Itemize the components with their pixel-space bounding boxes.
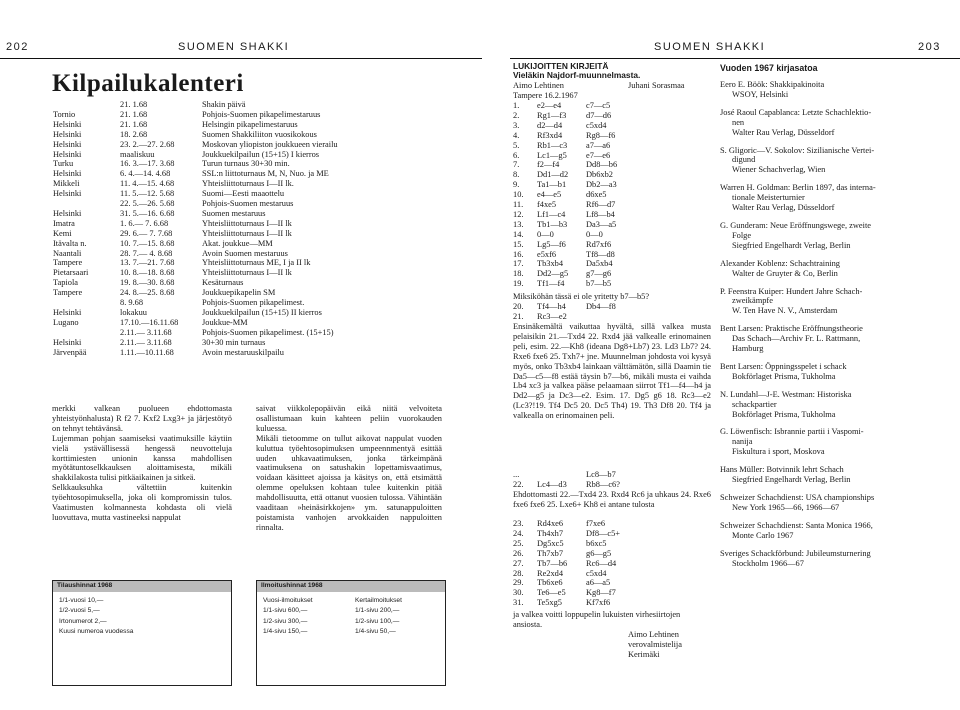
white-move: Rb1—c3 xyxy=(537,140,568,150)
calendar-city: Helsinki xyxy=(53,119,82,129)
book-publisher-line: digund xyxy=(732,155,756,165)
white-move: Tb6xe6 xyxy=(537,578,563,588)
book-publisher-line: Siegfried Engelhardt Verlag, Berlin xyxy=(732,475,851,485)
calendar-city xyxy=(53,328,123,338)
letter-signature xyxy=(628,630,682,660)
black-move: Rc6—d4 xyxy=(586,558,617,568)
move-number: 11. xyxy=(513,200,524,209)
calendar-date: 24. 8.—25. 8.68 xyxy=(120,288,175,298)
book-publisher-line: Walter Rau Verlag, Düsseldorf xyxy=(732,203,835,213)
calendar-city: Helsinki xyxy=(53,307,82,317)
black-move: d7—d6 xyxy=(586,110,612,120)
calendar-event: Avoin mestaruuskilpailu xyxy=(202,347,284,357)
annual-ad-price: Vuosi-ilmoitukset xyxy=(263,596,313,604)
comment-3: Ehdottomasti 22.—Txd4 23. Rxd4 Rc6 ja uhkaus 24. Rxe6 fxe6 fxe6 25. Lxe6+ Kh8 ei antane tulosta xyxy=(513,490,711,509)
book-author-title: Bent Larsen: Öppningsspelet i schack xyxy=(720,361,847,371)
move-number: 14. xyxy=(513,229,524,239)
white-move: d2—d4 xyxy=(537,120,563,130)
white-move: e4—e5 xyxy=(537,190,562,200)
calendar-city: Naantali xyxy=(53,248,82,258)
calendar-date: 10. 8.—18. 8.68 xyxy=(120,268,175,278)
white-move: Lg5—f6 xyxy=(537,239,566,249)
subscription-line: 1/1-vuosi 10,— xyxy=(59,596,104,604)
move-number: 21. xyxy=(513,311,524,321)
calendar-date: 22. 5.—26. 5.68 xyxy=(120,199,175,208)
calendar-city: Helsinki xyxy=(53,189,82,199)
book-publisher-line: schackpartier xyxy=(732,399,777,409)
calendar-date: 1.11.—10.11.68 xyxy=(120,347,174,357)
calendar-event: Yhteisliittoturnaus I—II lk xyxy=(202,218,292,228)
move-number: 18. xyxy=(513,269,524,279)
book-publisher-line: Walter Rau Verlag, Düsseldorf xyxy=(732,127,835,137)
black-move: Rf6—d7 xyxy=(586,200,616,209)
book-publisher-line: Hamburg xyxy=(732,344,764,354)
book-entry xyxy=(720,324,956,354)
annual-ad-price: 1/4-sivu 150,— xyxy=(263,628,308,635)
book-author-title: G. Löwenfisch: Isbrannie partii i Vaspomi- xyxy=(720,427,864,437)
calendar-event: Suomen Shakkiliiton vuosikokous xyxy=(202,129,317,139)
game-moves-4 xyxy=(0,519,700,609)
right-header-rule xyxy=(510,58,960,59)
books-title: Vuoden 1967 kirjasatoa xyxy=(720,63,818,73)
letters-subtitle: Vieläkin Najdorf-muunnelmasta. xyxy=(513,70,641,80)
move-number: ... xyxy=(513,470,520,479)
black-move: Kg8—f7 xyxy=(586,588,616,598)
book-author-title: Bent Larsen: Praktische Eröffnungstheorie xyxy=(720,324,863,334)
calendar-event: Joukkuepikapelin SM xyxy=(202,288,276,298)
black-move: a7—a6 xyxy=(586,140,611,150)
white-move: Tb3xb4 xyxy=(537,259,564,269)
black-move: Rb8—c6? xyxy=(586,479,620,489)
calendar-event: Moskovan yliopiston joukkueen vierailu xyxy=(202,139,338,149)
calendar-event: Joukkue-MM xyxy=(202,317,248,327)
letters-title: LUKIJOITTEN KIRJEITÄ xyxy=(513,61,609,71)
article-left-column: merkki valkean puolueen ehdottomasta yhteistyönhalusta) R f2 7. Kxf2 Lxg3+ ja järjestötyö on tehnyt tehtävänsä. Lujemman pohjan saamiseksi vaatimuksille käytiin vielä ystävällisessä hengessä neuvotteluja korttimiesten unionin kanssa mahdollisen myötätuntoselkkauksen aloittamisesta, mikäli shakkilakosta tulisi pitkäaikainen ja sitkeä. Selkkauksuhka vältettiin kuitenkin työehtosopimuksella, joka oli kompromissin tulos. Vaatimusten kolmannesta kohdasta oli vielä luovuttava, mutta vastineeksi nappulat xyxy=(52,404,232,522)
black-move: Kf7xf6 xyxy=(586,598,611,608)
white-move: Re2xd4 xyxy=(537,568,564,578)
calendar-city: Tampere xyxy=(53,258,83,268)
black-move: Rg8—f6 xyxy=(586,130,616,140)
calendar-event: SSL:n liittoturnaus M, N, Nuo. ja ME xyxy=(202,169,329,179)
left-header-rule xyxy=(0,58,482,59)
single-ad-price: 1/1-sivu 200,— xyxy=(355,607,400,614)
comment-2: Ensinäkemältä vaikuttaa hyvältä, sillä valkea musta pelaisikin 21.—Txd4 22. Rxd4 jää valkealle erinomainen peli, esim. 22.—Kh8 (ideana Dg8+Lb7) 23. Ld3 Lb7? 24. Rxe6 fxe6 25. Txh7+ jne. Muunnelman johdosta voi kysyä myös, onko Tb3xb4 lainkaan välttämätön, sillä Daamin tie Da5—c5—f8 estää täysin b7—b6, mikäli musta ei vaihda Lb4 xc3 ja valkea pääse pelaamaan siirrot Tf1—f4—h4 ja Dd2—g5 ja Dc3—e2. Esim. 17. Dg5 g6 18. Rc3—e2 (Lc3?!19. Tf4 Dc5 20. Dc5 Th4) 19. Th3 Df8 20. Tf4 ja valkealla on erinomainen peli. xyxy=(513,322,711,421)
black-move: Lc8—b7 xyxy=(586,470,616,479)
calendar-event: Shakin päivä xyxy=(202,100,246,109)
move-number: 15. xyxy=(513,239,524,249)
book-publisher-line: WSOY, Helsinki xyxy=(732,89,789,99)
calendar-date: 28. 7.— 4. 8.68 xyxy=(120,248,173,258)
move-number: 24. xyxy=(513,528,524,538)
right-page-number: 203 xyxy=(918,41,941,53)
calendar-title: Kilpailukalenteri xyxy=(52,70,244,97)
white-move: e2—e4 xyxy=(537,101,562,110)
calendar-event: Kesäturnaus xyxy=(202,278,244,288)
calendar-event: Yhteisliittoturnaus ME, I ja II lk xyxy=(202,258,311,268)
calendar-city: Imatra xyxy=(53,218,75,228)
calendar-city: Tapiola xyxy=(53,278,78,288)
white-move: Rf3xd4 xyxy=(537,130,563,140)
calendar-city: Kemi xyxy=(53,228,72,238)
calendar-date: 19. 8.—30. 8.68 xyxy=(120,278,175,288)
black-move: 0—0 xyxy=(586,229,603,239)
black-move: Lf8—b4 xyxy=(586,209,615,219)
calendar-date: 10. 7.—15. 8.68 xyxy=(120,238,175,248)
move-number: 20. xyxy=(513,302,524,311)
black-move: Df8—c5+ xyxy=(586,528,621,538)
calendar-city: Tornio xyxy=(53,109,76,119)
white-move: f2—f4 xyxy=(537,160,560,170)
white-move: Lc1—g5 xyxy=(537,150,567,160)
calendar-city: Helsinki xyxy=(53,208,82,218)
book-entry xyxy=(720,183,956,213)
book-publisher-line: Stockholm 1966—67 xyxy=(732,558,804,568)
calendar-event: Pohjois-Suomen pikapelimest. xyxy=(202,298,305,307)
white-move: Te6—e5 xyxy=(537,588,566,598)
calendar-date: 11. 5.—12. 5.68 xyxy=(120,189,175,199)
calendar-date: 18. 2.68 xyxy=(120,129,148,139)
book-publisher-line: W. Ten Have N. V., Amsterdam xyxy=(732,306,838,316)
calendar-event: Suomen mestaruus xyxy=(202,208,266,218)
single-ad-price: 1/2-sivu 100,— xyxy=(355,617,400,625)
calendar-date: maaliskuu xyxy=(120,149,155,159)
single-ad-price: 1/4-sivu 50,— xyxy=(355,628,396,635)
calendar-event: Yhteisliittoturnaus I—II lk xyxy=(202,228,292,238)
move-number: 3. xyxy=(513,120,520,130)
calendar-date: lokakuu xyxy=(120,307,147,317)
white-move: Tb7—b6 xyxy=(537,558,568,568)
subscription-line: 1/2-vuosi 5,— xyxy=(59,607,100,614)
book-entry xyxy=(720,259,956,279)
article-middle-column: saivat viikkolepopäivän eikä niitä velvoiteta osallistumaan kuin kahteen peliin vuorokauden kuluessa. Mikäli tietoomme on tullut aikovat nappulat vuoden kuluttua työehtosopimuksen umpeennmentyä esittää uuden uhkavaatimuksen, jonka tärkeimpänä vaatimuksena on satushakin lopettamisvaatimus, voidaan käsitteet ajoissa ja käsitys on, että etsimättä olemme opeluksen kohtaan tulee kuitenkin pitää mahdollisuutta, että ottanut vuosien tulossa. Vähintään vaaditaan »heinäsirkkojen» ym. satunappuloitten poistamista vanhojen arvokkaiden nappuloitten rinnalta. xyxy=(256,404,442,532)
book-entry xyxy=(720,80,956,100)
white-move: Dg5xc5 xyxy=(537,538,564,548)
move-number: 1. xyxy=(513,101,520,110)
calendar-date: 29. 6.— 7. 7.68 xyxy=(120,228,173,238)
book-entry xyxy=(720,221,956,251)
book-entry xyxy=(720,549,956,569)
book-entry xyxy=(720,390,956,420)
white-move: Dd1—d2 xyxy=(537,170,569,180)
move-number: 31. xyxy=(513,598,524,608)
calendar-city: Pietarsaari xyxy=(53,268,89,278)
black-move: Rd7xf6 xyxy=(586,239,612,249)
book-publisher-line: New York 1965—66, 1966—67 xyxy=(732,502,840,512)
calendar-event: Helsingin pikapelimestaruus xyxy=(202,119,298,129)
calendar-event: 30+30 min turnaus xyxy=(202,337,266,347)
book-author-title: P. Feenstra Kuiper: Hundert Jahre Schach- xyxy=(720,286,863,296)
game-moves-2 xyxy=(0,302,700,322)
book-publisher-line: Bokförlaget Prisma, Tukholma xyxy=(732,371,836,381)
book-author-title: José Raoul Capablanca: Letzte Schachlektio- xyxy=(720,107,872,117)
calendar-date: 17.10.—16.11.68 xyxy=(120,317,179,327)
calendar-date: 13. 7.—21. 7.68 xyxy=(120,258,175,268)
move-number: 29. xyxy=(513,578,524,588)
black-player: Juhani Sorasmaa xyxy=(628,81,685,90)
calendar-event: Yhteisliittoturnaus I—II lk. xyxy=(202,179,294,189)
place-date: Tampere 16.2.1967 xyxy=(513,91,578,100)
calendar-event: Avoin Suomen mestaruus xyxy=(202,248,288,258)
black-move: Db6xb2 xyxy=(586,170,613,180)
move-number: 4. xyxy=(513,130,520,140)
comment-4: ja valkea voitti loppupelin lukuisten virhesiirtojen ansiosta. xyxy=(513,610,681,629)
white-player: Aimo Lehtinen xyxy=(513,81,564,90)
black-move: g6—g5 xyxy=(586,548,612,558)
white-move: f4xe5 xyxy=(537,200,557,209)
signature-line: Kerimäki xyxy=(628,649,660,659)
book-entry xyxy=(720,287,956,317)
book-author-title: Alexander Koblenz: Schachtraining xyxy=(720,258,840,268)
calendar-city: Helsinki xyxy=(53,337,82,347)
black-move: c7—c5 xyxy=(586,101,611,110)
black-move: b7—b5 xyxy=(586,279,612,289)
black-move: b6xc5 xyxy=(586,538,607,548)
white-move: Rc3—e2 xyxy=(537,311,567,321)
signature-line: Aimo Lehtinen xyxy=(628,630,679,639)
book-entry xyxy=(720,108,956,138)
move-number: 28. xyxy=(513,568,524,578)
single-ad-price: Kertailmoitukset xyxy=(355,596,402,604)
book-publisher-line: Bokförlaget Prisma, Tukholma xyxy=(732,409,836,419)
calendar-event: Joukkuekilpailun (15+15) I kierros xyxy=(202,149,320,159)
book-publisher-line: Fiskultura i sport, Moskova xyxy=(732,447,825,457)
advertising-heading: Ilmoitushinnat 1968 xyxy=(257,581,445,592)
move-number: 19. xyxy=(513,279,524,289)
white-move: Rg1—f3 xyxy=(537,110,567,120)
calendar-date: 8. 9.68 xyxy=(120,298,144,307)
white-move: Te5xg5 xyxy=(537,598,562,608)
calendar-date: 11. 4.—15. 4.68 xyxy=(120,179,175,189)
move-number: 7. xyxy=(513,160,520,170)
move-number: 30. xyxy=(513,588,524,598)
black-move: Db4—f8 xyxy=(586,302,616,311)
white-move: 0—0 xyxy=(537,229,554,239)
move-number: 13. xyxy=(513,219,524,229)
white-move: Tf4—h4 xyxy=(537,302,566,311)
white-move: Lc4—d3 xyxy=(537,479,567,489)
black-move: d6xe5 xyxy=(586,190,607,200)
game-moves-3 xyxy=(0,470,700,490)
book-author-title: Hans Müller: Botvinnik lehrt Schach xyxy=(720,465,844,475)
book-publisher-line: Siegfried Engelhardt Verlag, Berlin xyxy=(732,240,851,250)
right-running-title: SUOMEN SHAKKI xyxy=(654,41,766,53)
black-move: g7—g6 xyxy=(586,269,612,279)
book-entry xyxy=(720,493,956,513)
black-move: Da5xb4 xyxy=(586,259,613,269)
calendar-event: Joukkuekilpailun (15+15) II kierros xyxy=(202,307,322,317)
white-move: Th7xb7 xyxy=(537,548,564,558)
calendar-city: Lugano xyxy=(53,317,79,327)
calendar-city: Turku xyxy=(53,159,74,169)
black-move: f7xe6 xyxy=(586,519,606,528)
white-move: e5xf6 xyxy=(537,249,557,259)
white-move: Tb1—b3 xyxy=(537,219,568,229)
book-list xyxy=(720,80,956,576)
calendar-date: 2.11.— 3.11.68 xyxy=(120,337,172,347)
calendar-event: Suomi—Eesti maaottelu xyxy=(202,189,285,199)
calendar-date: 21. 1.68 xyxy=(120,109,148,119)
book-publisher-line: Folge xyxy=(732,230,752,240)
book-author-title: G. Gunderam: Neue Eröffnungswege, zweite xyxy=(720,220,872,230)
book-publisher-line: nen xyxy=(732,117,745,127)
book-entry xyxy=(720,465,956,485)
black-move: Db2—a3 xyxy=(586,180,617,190)
book-publisher-line: Walter de Gruyter & Co, Berlin xyxy=(732,268,838,278)
move-number: 12. xyxy=(513,209,524,219)
left-page-number: 202 xyxy=(6,41,29,53)
calendar-city: Itävalta n. xyxy=(53,238,87,248)
book-publisher-line: Wiener Schachverlag, Wien xyxy=(732,165,826,175)
move-number: 17. xyxy=(513,259,524,269)
book-entry xyxy=(720,521,956,541)
book-publisher-line: zweikämpfe xyxy=(732,296,773,306)
calendar-city: Tampere xyxy=(53,288,83,298)
white-move: Th4xh7 xyxy=(537,528,564,538)
calendar-date: 31. 5.—16. 6.68 xyxy=(120,208,175,218)
book-author-title: Warren H. Goldman: Berlin 1897, das interna- xyxy=(720,183,876,193)
white-move: Rd4xe6 xyxy=(537,519,564,528)
calendar-event: Turun turnaus 30+30 min. xyxy=(202,159,290,169)
calendar-city: Helsinki xyxy=(53,169,82,179)
book-author-title: Schweizer Schachdienst: USA championships xyxy=(720,493,875,502)
calendar-event: Akat. joukkue—MM xyxy=(202,238,273,248)
move-number: 6. xyxy=(513,150,520,160)
white-move: Lf1—c4 xyxy=(537,209,566,219)
calendar-city: Mikkeli xyxy=(53,179,80,189)
white-move: Ta1—b1 xyxy=(537,180,567,190)
move-number: 2. xyxy=(513,110,520,120)
book-author-title: Schweizer Schachdienst: Santa Monica 1966, xyxy=(720,520,873,530)
calendar-city: Helsinki xyxy=(53,129,82,139)
move-number: 22. xyxy=(513,479,524,489)
white-move: Dd2—g5 xyxy=(537,269,569,279)
book-publisher-line: Das Schach—Archiv Fr. L. Rattmann, xyxy=(732,334,861,344)
move-number: 9. xyxy=(513,180,520,190)
move-number: 23. xyxy=(513,519,524,528)
annual-ad-price: 1/1-sivu 600,— xyxy=(263,607,308,614)
calendar-event: Pohjois-Suomen pikapelimestaruus xyxy=(202,109,321,119)
black-move: Dd8—b6 xyxy=(586,160,618,170)
calendar-event: Yhteisliittoturnaus I—II lk xyxy=(202,268,292,278)
calendar-date: 16. 3.—17. 3.68 xyxy=(120,159,175,169)
move-number: 25. xyxy=(513,538,524,548)
move-number: 5. xyxy=(513,140,520,150)
move-number: 10. xyxy=(513,190,524,200)
book-entry xyxy=(720,146,956,176)
subscription-line: Irtonumerot 2,— xyxy=(59,617,107,625)
black-move: c5xd4 xyxy=(586,120,607,130)
black-move: e7—e6 xyxy=(586,150,611,160)
book-author-title: Sveriges Schackförbund: Jubileumsturnering xyxy=(720,548,871,558)
black-move: c5xd4 xyxy=(586,568,607,578)
book-author-title: S. Gligoric—V. Sokolov: Sizilianische Vertei- xyxy=(720,145,875,155)
calendar-city: Helsinki xyxy=(53,139,82,149)
left-running-title: SUOMEN SHAKKI xyxy=(178,41,290,53)
black-move: Tf8—d8 xyxy=(586,249,615,259)
book-entry xyxy=(720,362,956,382)
subscription-heading: Tilaushinnat 1968 xyxy=(53,581,231,592)
calendar-date: 2.11.— 3.11.68 xyxy=(120,327,172,337)
calendar-event: Pohjois-Suomen mestaruus xyxy=(202,199,294,208)
book-entry xyxy=(720,427,956,457)
calendar-date: 21. 1.68 xyxy=(120,100,148,109)
calendar-date: 6. 4.—14. 4.68 xyxy=(120,169,171,179)
calendar-city: Järvenpää xyxy=(53,347,87,357)
move-number: 26. xyxy=(513,548,524,558)
white-move: Tf1—f4 xyxy=(537,279,565,289)
move-number: 27. xyxy=(513,558,524,568)
calendar-city: Helsinki xyxy=(53,149,82,159)
annual-ad-price: 1/2-sivu 300,— xyxy=(263,617,308,625)
book-publisher-line: tionale Meisterturnier xyxy=(732,193,805,203)
black-move: a6—a5 xyxy=(586,578,611,588)
book-publisher-line: Monte Carlo 1967 xyxy=(732,530,794,540)
calendar-date: 21. 1.68 xyxy=(120,119,148,129)
calendar-date: 1. 6.— 7. 6.68 xyxy=(120,218,169,228)
book-publisher-line: nanija xyxy=(732,437,753,447)
move-number: 16. xyxy=(513,249,524,259)
calendar-event: Pohjois-Suomen pikapelimest. (15+15) xyxy=(202,327,334,337)
calendar-date: 23. 2.—27. 2.68 xyxy=(120,139,175,149)
comment-1: Miksiköhän tässä ei ole yritetty b7—b5? xyxy=(513,292,650,301)
book-author-title: Eero E. Böök: Shakkipakinoita xyxy=(720,80,825,89)
signature-line: verovalmistelija xyxy=(628,639,682,649)
book-author-title: N. Lundahl—J-E. Westman: Historiska xyxy=(720,389,852,399)
move-number: 8. xyxy=(513,170,520,180)
black-move: Da3—a5 xyxy=(586,219,617,229)
game-moves-1 xyxy=(0,101,700,301)
subscription-line: Kuusi numeroa vuodessa xyxy=(59,628,134,635)
